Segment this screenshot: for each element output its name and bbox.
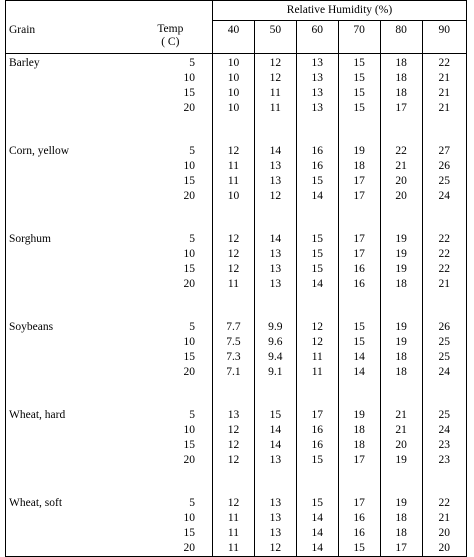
moisture-value-cell: 14 <box>296 277 338 292</box>
moisture-value-cell: 7.7 <box>212 318 254 335</box>
moisture-value-cell: 10 <box>212 189 254 204</box>
spacer-cell <box>338 292 380 318</box>
header-row-top <box>6 1 467 21</box>
temp-cell: 15 <box>129 174 213 189</box>
group-spacer-row <box>6 116 467 142</box>
moisture-value-cell: 11 <box>254 101 296 116</box>
header-blank-cell <box>6 1 129 21</box>
moisture-value-cell: 13 <box>254 174 296 189</box>
moisture-value-cell: 16 <box>338 277 380 292</box>
temp-cell: 5 <box>129 494 213 511</box>
group-spacer-row <box>6 292 467 318</box>
moisture-value-cell: 22 <box>422 54 466 72</box>
temp-column-header <box>129 21 213 54</box>
moisture-value-cell: 12 <box>212 494 254 511</box>
table-row <box>6 54 467 72</box>
table-row <box>6 318 467 335</box>
grain-name-blank <box>6 101 129 116</box>
moisture-value-cell: 21 <box>422 511 466 526</box>
table-row <box>6 230 467 247</box>
moisture-value-cell: 12 <box>254 541 296 557</box>
table-row <box>6 438 467 453</box>
moisture-value-cell: 13 <box>254 277 296 292</box>
grain-name-blank <box>6 262 129 277</box>
moisture-value-cell: 14 <box>296 526 338 541</box>
moisture-value-cell: 15 <box>338 318 380 335</box>
table-row <box>6 277 467 292</box>
spacer-cell <box>422 204 466 230</box>
moisture-value-cell: 19 <box>380 318 422 335</box>
moisture-value-cell: 20 <box>380 438 422 453</box>
moisture-value-cell: 13 <box>254 262 296 277</box>
table-row <box>6 511 467 526</box>
grain-name-blank <box>6 174 129 189</box>
moisture-value-cell: 11 <box>254 86 296 101</box>
temp-cell: 15 <box>129 86 213 101</box>
moisture-value-cell: 11 <box>212 511 254 526</box>
moisture-value-cell: 12 <box>296 335 338 350</box>
moisture-value-cell: 16 <box>296 142 338 159</box>
spacer-cell <box>212 468 254 494</box>
grain-name-blank <box>6 350 129 365</box>
moisture-value-cell: 15 <box>338 71 380 86</box>
moisture-value-cell: 23 <box>422 453 466 468</box>
spacer-cell <box>254 468 296 494</box>
moisture-value-cell: 22 <box>422 494 466 511</box>
moisture-value-cell: 15 <box>296 247 338 262</box>
spacer-cell <box>254 292 296 318</box>
moisture-value-cell: 13 <box>296 71 338 86</box>
moisture-value-cell: 25 <box>422 335 466 350</box>
moisture-value-cell: 16 <box>296 438 338 453</box>
moisture-value-cell: 12 <box>254 54 296 72</box>
moisture-value-cell: 12 <box>254 189 296 204</box>
moisture-value-cell: 21 <box>422 71 466 86</box>
moisture-value-cell: 9.6 <box>254 335 296 350</box>
moisture-value-cell: 12 <box>254 71 296 86</box>
moisture-value-cell: 17 <box>338 247 380 262</box>
spacer-cell <box>212 204 254 230</box>
moisture-value-cell: 18 <box>380 350 422 365</box>
moisture-value-cell: 14 <box>296 189 338 204</box>
moisture-value-cell: 14 <box>338 365 380 380</box>
grain-name-blank <box>6 526 129 541</box>
spacer-cell <box>296 468 338 494</box>
moisture-value-cell: 19 <box>338 142 380 159</box>
moisture-value-cell: 20 <box>422 541 466 557</box>
moisture-value-cell: 12 <box>296 318 338 335</box>
table-row <box>6 262 467 277</box>
moisture-value-cell: 10 <box>212 71 254 86</box>
moisture-value-cell: 18 <box>380 511 422 526</box>
moisture-value-cell: 12 <box>212 438 254 453</box>
grain-name-blank <box>6 423 129 438</box>
moisture-value-cell: 13 <box>254 159 296 174</box>
temp-cell: 10 <box>129 423 213 438</box>
temp-cell: 5 <box>129 54 213 72</box>
moisture-value-cell: 22 <box>422 247 466 262</box>
moisture-value-cell: 14 <box>254 230 296 247</box>
temp-cell: 10 <box>129 247 213 262</box>
moisture-value-cell: 18 <box>338 438 380 453</box>
grain-name: Barley <box>6 54 129 72</box>
moisture-value-cell: 13 <box>296 54 338 72</box>
spacer-cell <box>129 468 213 494</box>
table-row <box>6 189 467 204</box>
temp-cell: 20 <box>129 453 213 468</box>
moisture-value-cell: 13 <box>254 247 296 262</box>
moisture-value-cell: 14 <box>296 511 338 526</box>
temp-cell: 15 <box>129 262 213 277</box>
spacer-cell <box>212 292 254 318</box>
grain-name-blank <box>6 86 129 101</box>
temp-header-line1: Temp <box>157 22 184 35</box>
spacer-cell <box>380 116 422 142</box>
moisture-value-cell: 26 <box>422 318 466 335</box>
grain-name: Corn, yellow <box>6 142 129 159</box>
moisture-value-cell: 18 <box>380 365 422 380</box>
humidity-column-header: 50 <box>254 21 296 54</box>
moisture-value-cell: 15 <box>338 335 380 350</box>
grain-column-header: Grain <box>6 21 129 54</box>
moisture-value-cell: 23 <box>422 438 466 453</box>
grain-name: Wheat, soft <box>6 494 129 511</box>
moisture-value-cell: 15 <box>338 541 380 557</box>
moisture-value-cell: 20 <box>380 174 422 189</box>
moisture-value-cell: 22 <box>422 262 466 277</box>
moisture-value-cell: 24 <box>422 423 466 438</box>
spacer-cell <box>254 204 296 230</box>
moisture-value-cell: 15 <box>296 230 338 247</box>
spacer-cell <box>338 380 380 406</box>
moisture-value-cell: 13 <box>254 494 296 511</box>
moisture-value-cell: 12 <box>212 142 254 159</box>
table-row <box>6 350 467 365</box>
moisture-value-cell: 15 <box>296 174 338 189</box>
table-row <box>6 71 467 86</box>
moisture-value-cell: 20 <box>422 526 466 541</box>
spacer-cell <box>296 292 338 318</box>
spacer-cell <box>6 468 129 494</box>
temp-cell: 5 <box>129 142 213 159</box>
moisture-value-cell: 12 <box>212 247 254 262</box>
table-row <box>6 159 467 174</box>
grain-name: Soybeans <box>6 318 129 335</box>
spacer-cell <box>6 292 129 318</box>
moisture-value-cell: 14 <box>254 423 296 438</box>
humidity-column-header: 70 <box>338 21 380 54</box>
moisture-value-cell: 19 <box>380 262 422 277</box>
moisture-value-cell: 15 <box>338 54 380 72</box>
temp-cell: 20 <box>129 101 213 116</box>
moisture-value-cell: 14 <box>296 541 338 557</box>
spacer-cell <box>380 204 422 230</box>
moisture-value-cell: 13 <box>254 511 296 526</box>
moisture-value-cell: 7.1 <box>212 365 254 380</box>
table-row <box>6 86 467 101</box>
moisture-value-cell: 9.1 <box>254 365 296 380</box>
spacer-cell <box>422 116 466 142</box>
grain-name-blank <box>6 247 129 262</box>
spacer-cell <box>380 380 422 406</box>
spacer-cell <box>254 116 296 142</box>
temp-cell: 20 <box>129 189 213 204</box>
spacer-cell <box>212 116 254 142</box>
table-row <box>6 453 467 468</box>
humidity-column-header: 40 <box>212 21 254 54</box>
moisture-value-cell: 21 <box>380 159 422 174</box>
moisture-value-cell: 21 <box>422 86 466 101</box>
moisture-value-cell: 17 <box>338 174 380 189</box>
header-row-columns <box>6 21 467 54</box>
moisture-value-cell: 18 <box>380 86 422 101</box>
table-row <box>6 174 467 189</box>
moisture-value-cell: 19 <box>380 494 422 511</box>
temp-cell: 5 <box>129 318 213 335</box>
moisture-value-cell: 22 <box>380 142 422 159</box>
spacer-cell <box>296 116 338 142</box>
grain-name-blank <box>6 277 129 292</box>
moisture-value-cell: 15 <box>254 406 296 423</box>
moisture-value-cell: 25 <box>422 174 466 189</box>
moisture-value-cell: 11 <box>212 174 254 189</box>
group-spacer-row <box>6 380 467 406</box>
spacer-cell <box>129 292 213 318</box>
moisture-value-cell: 9.4 <box>254 350 296 365</box>
spacer-cell <box>129 204 213 230</box>
table-row <box>6 406 467 423</box>
moisture-value-cell: 21 <box>422 277 466 292</box>
moisture-value-cell: 19 <box>380 230 422 247</box>
temp-cell: 15 <box>129 350 213 365</box>
moisture-value-cell: 19 <box>380 247 422 262</box>
relative-humidity-title: Relative Humidity (%) <box>212 1 466 21</box>
moisture-value-cell: 15 <box>338 86 380 101</box>
spacer-cell <box>6 116 129 142</box>
temp-cell: 20 <box>129 365 213 380</box>
moisture-value-cell: 17 <box>380 541 422 557</box>
moisture-value-cell: 15 <box>338 101 380 116</box>
spacer-cell <box>296 380 338 406</box>
group-spacer-row <box>6 468 467 494</box>
table-row <box>6 365 467 380</box>
moisture-value-cell: 21 <box>380 423 422 438</box>
moisture-value-cell: 16 <box>296 159 338 174</box>
moisture-value-cell: 18 <box>338 159 380 174</box>
moisture-value-cell: 17 <box>338 189 380 204</box>
moisture-value-cell: 24 <box>422 189 466 204</box>
grain-name-blank <box>6 189 129 204</box>
moisture-value-cell: 19 <box>338 406 380 423</box>
moisture-value-cell: 12 <box>212 262 254 277</box>
moisture-value-cell: 25 <box>422 406 466 423</box>
grain-name: Sorghum <box>6 230 129 247</box>
moisture-value-cell: 16 <box>296 423 338 438</box>
moisture-value-cell: 25 <box>422 350 466 365</box>
grain-name-blank <box>6 453 129 468</box>
moisture-value-cell: 12 <box>212 453 254 468</box>
table-body <box>6 54 467 557</box>
moisture-value-cell: 27 <box>422 142 466 159</box>
table-row <box>6 247 467 262</box>
grain-name-blank <box>6 511 129 526</box>
temp-cell: 5 <box>129 406 213 423</box>
moisture-value-cell: 17 <box>380 101 422 116</box>
moisture-value-cell: 12 <box>212 230 254 247</box>
moisture-value-cell: 17 <box>338 453 380 468</box>
moisture-value-cell: 10 <box>212 86 254 101</box>
spacer-cell <box>422 292 466 318</box>
moisture-value-cell: 11 <box>212 541 254 557</box>
moisture-value-cell: 13 <box>254 453 296 468</box>
spacer-cell <box>6 204 129 230</box>
temp-cell: 10 <box>129 335 213 350</box>
spacer-cell <box>296 204 338 230</box>
moisture-value-cell: 11 <box>212 526 254 541</box>
humidity-table <box>5 0 467 557</box>
moisture-value-cell: 22 <box>422 230 466 247</box>
moisture-value-cell: 7.5 <box>212 335 254 350</box>
temp-cell: 10 <box>129 511 213 526</box>
table-header <box>6 1 467 54</box>
moisture-value-cell: 17 <box>296 406 338 423</box>
moisture-value-cell: 21 <box>422 101 466 116</box>
moisture-value-cell: 15 <box>296 262 338 277</box>
spacer-cell <box>254 380 296 406</box>
spacer-cell <box>6 380 129 406</box>
moisture-value-cell: 15 <box>296 494 338 511</box>
moisture-value-cell: 9.9 <box>254 318 296 335</box>
temp-header-line2: ( C) <box>161 35 180 48</box>
temp-cell: 5 <box>129 230 213 247</box>
temp-cell: 20 <box>129 541 213 557</box>
table-row <box>6 526 467 541</box>
moisture-value-cell: 26 <box>422 159 466 174</box>
moisture-value-cell: 18 <box>380 71 422 86</box>
temp-cell: 15 <box>129 526 213 541</box>
moisture-value-cell: 20 <box>380 189 422 204</box>
moisture-value-cell: 24 <box>422 365 466 380</box>
table-row <box>6 101 467 116</box>
moisture-value-cell: 11 <box>296 350 338 365</box>
spacer-cell <box>380 292 422 318</box>
moisture-value-cell: 16 <box>338 511 380 526</box>
spacer-cell <box>129 116 213 142</box>
grain-name-blank <box>6 438 129 453</box>
moisture-value-cell: 13 <box>296 86 338 101</box>
table-row <box>6 335 467 350</box>
group-spacer-row <box>6 204 467 230</box>
spacer-cell <box>338 204 380 230</box>
moisture-value-cell: 14 <box>338 350 380 365</box>
grain-name-blank <box>6 159 129 174</box>
temp-cell: 15 <box>129 438 213 453</box>
moisture-value-cell: 17 <box>338 494 380 511</box>
moisture-value-cell: 13 <box>212 406 254 423</box>
moisture-value-cell: 12 <box>212 423 254 438</box>
temp-cell: 10 <box>129 159 213 174</box>
moisture-value-cell: 10 <box>212 101 254 116</box>
moisture-value-cell: 21 <box>380 406 422 423</box>
moisture-value-cell: 18 <box>380 526 422 541</box>
moisture-value-cell: 10 <box>212 54 254 72</box>
temp-cell: 20 <box>129 277 213 292</box>
grain-name-blank <box>6 335 129 350</box>
table-row <box>6 423 467 438</box>
moisture-value-cell: 19 <box>380 453 422 468</box>
humidity-column-header: 80 <box>380 21 422 54</box>
grain-name: Wheat, hard <box>6 406 129 423</box>
spacer-cell <box>422 380 466 406</box>
table-row <box>6 142 467 159</box>
header-blank-cell <box>129 1 213 21</box>
moisture-value-cell: 11 <box>212 277 254 292</box>
moisture-value-cell: 17 <box>338 230 380 247</box>
humidity-column-header: 90 <box>422 21 466 54</box>
temp-cell: 10 <box>129 71 213 86</box>
moisture-value-cell: 14 <box>254 438 296 453</box>
spacer-cell <box>212 380 254 406</box>
grain-name-blank <box>6 541 129 557</box>
spacer-cell <box>338 116 380 142</box>
moisture-value-cell: 18 <box>338 423 380 438</box>
moisture-value-cell: 16 <box>338 262 380 277</box>
spacer-cell <box>380 468 422 494</box>
spacer-cell <box>129 380 213 406</box>
moisture-value-cell: 14 <box>254 142 296 159</box>
grain-name-blank <box>6 71 129 86</box>
table-row <box>6 541 467 557</box>
moisture-value-cell: 13 <box>254 526 296 541</box>
spacer-cell <box>338 468 380 494</box>
moisture-value-cell: 11 <box>296 365 338 380</box>
moisture-value-cell: 19 <box>380 335 422 350</box>
grain-name-blank <box>6 365 129 380</box>
moisture-value-cell: 7.3 <box>212 350 254 365</box>
spacer-cell <box>422 468 466 494</box>
moisture-value-cell: 13 <box>296 101 338 116</box>
moisture-value-cell: 18 <box>380 54 422 72</box>
moisture-value-cell: 11 <box>212 159 254 174</box>
moisture-value-cell: 16 <box>338 526 380 541</box>
humidity-column-header: 60 <box>296 21 338 54</box>
moisture-value-cell: 18 <box>380 277 422 292</box>
moisture-value-cell: 15 <box>296 453 338 468</box>
